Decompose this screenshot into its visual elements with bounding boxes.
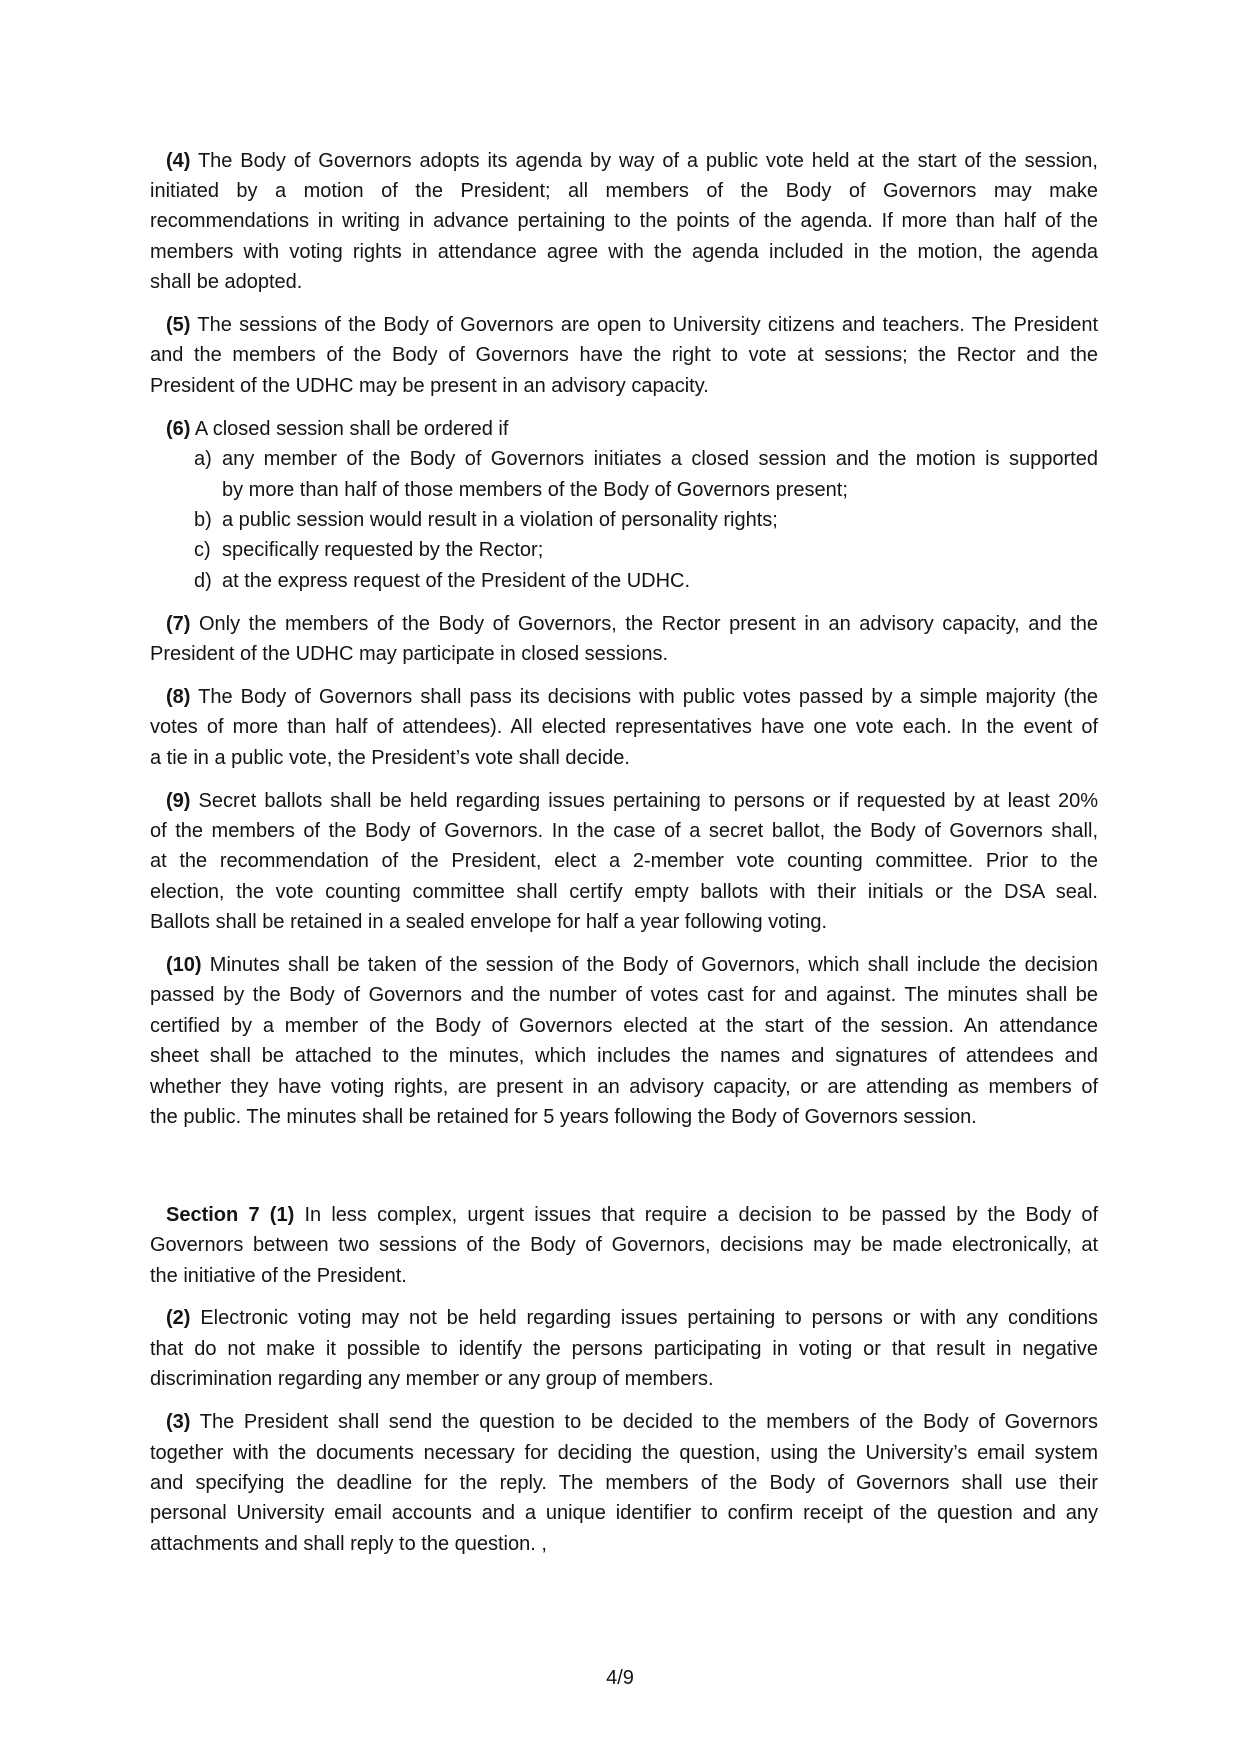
text-line <box>150 1334 1098 1364</box>
line-text: shall be adopted. <box>150 271 303 294</box>
text-line <box>150 682 1098 712</box>
list-item <box>150 535 1098 565</box>
line-text: Ballots shall be retained in a sealed envelope for half a year following voting. <box>150 911 828 934</box>
line-text: specifically requested by the Rector; <box>222 539 544 562</box>
paragraph-group <box>150 146 1098 1133</box>
section-heading: Section 7 <box>166 1203 260 1226</box>
text-line <box>150 1407 1098 1437</box>
line-text: Minutes shall be taken of the session of the Body of Governors, which shall include the decision <box>209 953 1098 976</box>
line-text: the initiative of the President. <box>150 1264 407 1287</box>
text-line <box>150 1200 1098 1230</box>
line-text: the public. The minutes shall be retained for 5 years following the Body of Governors session. <box>150 1105 977 1128</box>
list-item <box>150 505 1098 535</box>
text-line <box>150 146 1098 176</box>
text-line <box>150 340 1098 370</box>
text-line <box>150 1261 1098 1291</box>
line-text: In less complex, urgent issues that require a decision to be passed by the Body of <box>304 1203 1099 1226</box>
paragraph-label: (6) <box>166 417 191 440</box>
text-line <box>150 1438 1098 1468</box>
text-line <box>150 1230 1098 1260</box>
line-text: A closed session shall be ordered if <box>194 417 509 440</box>
line-text: that do not make it possible to identify the persons participating in voting or that result in negative <box>150 1337 1098 1360</box>
line-text: and the members of the Body of Governors have the right to vote at sessions; the Rector and the <box>150 344 1098 367</box>
list-item <box>150 444 1098 505</box>
text-line <box>150 907 1098 937</box>
paragraph <box>150 950 1098 1132</box>
text-line <box>150 1468 1098 1498</box>
line-text: The President shall send the question to be decided to the members of the Body of Governors <box>199 1411 1098 1434</box>
text-line <box>222 475 1098 505</box>
list-item <box>150 566 1098 596</box>
line-text: together with the documents necessary for deciding the question, using the University’s email system <box>150 1441 1098 1464</box>
line-text: The sessions of the Body of Governors are open to University citizens and teachers. The President <box>197 314 1098 337</box>
line-text: initiated by a motion of the President; all members of the Body of Governors may make <box>150 179 1098 202</box>
text-line <box>150 980 1098 1010</box>
page-number: 4/9 <box>606 1667 634 1689</box>
text-line <box>150 846 1098 876</box>
paragraph <box>150 310 1098 401</box>
section-7 <box>150 1200 1098 1559</box>
paragraph-label: (3) <box>166 1411 191 1434</box>
text-line <box>150 609 1098 639</box>
paragraph <box>150 786 1098 938</box>
line-text: sheet shall be attached to the minutes, which includes the names and signatures of attendees and <box>150 1045 1098 1068</box>
paragraph-label: (9) <box>166 789 191 812</box>
line-text: personal University email accounts and a unique identifier to confirm receipt of the question and any <box>150 1502 1098 1525</box>
text-line <box>150 1072 1098 1102</box>
line-text: certified by a member of the Body of Governors elected at the start of the session. An attendance <box>150 1014 1098 1037</box>
paragraph-label: (2) <box>166 1307 191 1330</box>
text-line <box>150 237 1098 267</box>
text-line <box>150 1364 1098 1394</box>
text-line <box>150 414 1098 444</box>
text-line <box>150 712 1098 742</box>
list-marker: c) <box>194 539 211 562</box>
text-line <box>222 444 1098 474</box>
text-line <box>150 267 1098 297</box>
line-text: Secret ballots shall be held regarding issues pertaining to persons or if requested by at least 20% <box>198 789 1098 812</box>
text-line <box>150 1041 1098 1071</box>
paragraph <box>150 609 1098 670</box>
paragraph <box>150 1200 1098 1291</box>
line-text: discrimination regarding any member or any group of members. <box>150 1368 714 1391</box>
line-text: at the recommendation of the President, elect a 2-member vote counting committee. Prior to the <box>150 850 1098 873</box>
text-line <box>150 206 1098 236</box>
text-line <box>150 877 1098 907</box>
paragraph-label: (5) <box>166 314 191 337</box>
line-text: The Body of Governors adopts its agenda by way of a public vote held at the start of the session, <box>197 149 1098 172</box>
list-marker: a) <box>194 448 212 471</box>
text-line <box>150 176 1098 206</box>
text-line <box>150 816 1098 846</box>
line-text: Only the members of the Body of Governors, the Rector present in an advisory capacity, and the <box>199 612 1098 635</box>
text-line <box>150 1529 1098 1559</box>
line-text: and specifying the deadline for the reply. The members of the Body of Governors shall use their <box>150 1471 1098 1494</box>
paragraph-label: (1) <box>269 1203 295 1226</box>
line-text: Governors between two sessions of the Body of Governors, decisions may be made electronically, at <box>150 1234 1098 1257</box>
text-line <box>150 950 1098 980</box>
line-text: at the express request of the President of the UDHC. <box>222 569 691 592</box>
paragraph-label: (7) <box>166 612 191 635</box>
text-line <box>150 1303 1098 1333</box>
line-text: attachments and shall reply to the question. , <box>150 1532 547 1555</box>
line-text: President of the UDHC may be present in an advisory capacity. <box>150 374 709 397</box>
paragraph-label: (10) <box>166 953 202 976</box>
line-text: any member of the Body of Governors initiates a closed session and the motion is supported <box>222 448 1098 471</box>
text-line <box>150 1102 1098 1132</box>
text-line <box>222 505 1098 535</box>
line-text: by more than half of those members of the Body of Governors present; <box>222 478 848 501</box>
line-text: a tie in a public vote, the President’s vote shall decide. <box>150 746 630 769</box>
text-line <box>150 639 1098 669</box>
line-text: passed by the Body of Governors and the number of votes cast for and against. The minutes shall be <box>150 984 1098 1007</box>
text-line <box>150 310 1098 340</box>
paragraph-label: (4) <box>166 149 191 172</box>
text-line <box>150 371 1098 401</box>
text-line <box>150 1498 1098 1528</box>
line-text: votes of more than half of attendees). All elected representatives have one vote each. In the event of <box>150 716 1098 739</box>
list-marker: d) <box>194 569 212 592</box>
text-line <box>150 743 1098 773</box>
line-text: recommendations in writing in advance pertaining to the points of the agenda. If more than half of the <box>150 210 1098 233</box>
line-text: election, the vote counting committee shall certify empty ballots with their initials or the DSA seal. <box>150 880 1098 903</box>
paragraph <box>150 682 1098 773</box>
line-text: Electronic voting may not be held regarding issues pertaining to persons or with any conditions <box>200 1307 1099 1330</box>
paragraph <box>150 146 1098 298</box>
text-line <box>222 535 1098 565</box>
line-text: members with voting rights in attendance agree with the agenda included in the motion, the agenda <box>150 240 1098 263</box>
list-marker: b) <box>194 508 212 531</box>
line-text: President of the UDHC may participate in closed sessions. <box>150 642 669 665</box>
paragraph-label: (8) <box>166 685 191 708</box>
text-line <box>150 1011 1098 1041</box>
paragraph <box>150 1407 1098 1559</box>
line-text: of the members of the Body of Governors. In the case of a secret ballot, the Body of Governors shall, <box>150 819 1098 842</box>
line-text: whether they have voting rights, are present in an advisory capacity, or are attending as members of <box>150 1075 1098 1098</box>
document-body <box>150 146 1098 1560</box>
paragraph <box>150 414 1098 596</box>
text-line <box>222 566 1098 596</box>
line-text: The Body of Governors shall pass its decisions with public votes passed by a simple majority (the <box>198 685 1099 708</box>
line-text: a public session would result in a violation of personality rights; <box>222 508 778 531</box>
text-line <box>150 786 1098 816</box>
paragraph <box>150 1303 1098 1394</box>
